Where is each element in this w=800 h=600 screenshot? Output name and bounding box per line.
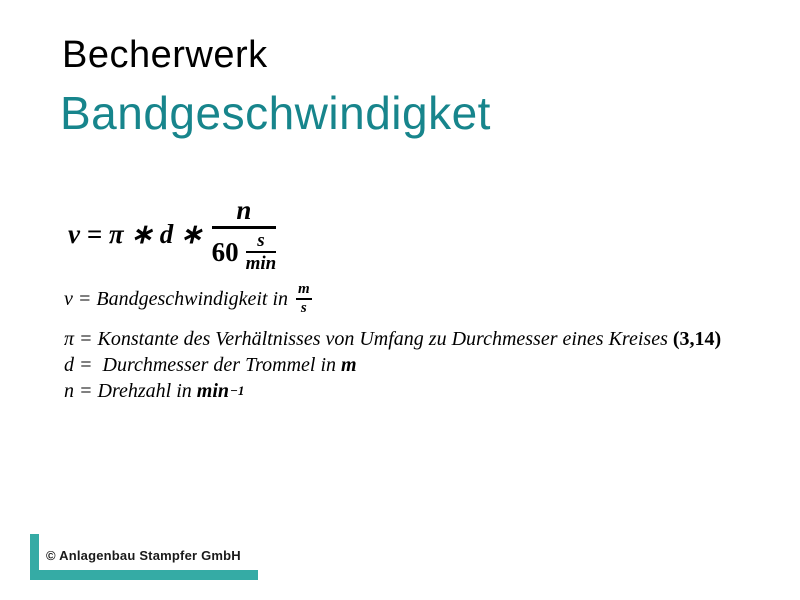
definition-value: (3,14) — [672, 328, 722, 350]
formula-fraction — [212, 196, 277, 273]
footer-accent-bar-horizontal — [30, 570, 258, 580]
unit-denominator: s — [300, 300, 307, 316]
fraction-denominator — [212, 229, 277, 273]
slide-pretitle: Becherwerk — [62, 34, 268, 76]
unit-denominator: min — [245, 253, 277, 275]
unit-fraction-s-per-min — [246, 231, 277, 273]
definition-unit: m — [341, 354, 357, 376]
definition-text: v = Bandgeschwindigkeit in — [64, 288, 289, 310]
definition-line-d — [64, 352, 721, 378]
definition-line-v — [64, 280, 721, 318]
definition-line-pi — [64, 326, 721, 352]
unit-numerator: s — [246, 231, 277, 253]
definition-unit: min — [196, 380, 230, 402]
unit-numerator: m — [296, 282, 312, 300]
unit-fraction-m-per-s — [296, 282, 312, 316]
definition-text: d = Durchmesser der Trommel in — [64, 354, 342, 376]
formula-lhs: v = π ∗ d ∗ — [68, 219, 203, 250]
fraction-numerator: n — [212, 196, 277, 229]
definition-line-n: n = Drehzahl in min −1 — [64, 380, 245, 402]
velocity-formula — [68, 196, 276, 273]
definition-text: n = Drehzahl in — [64, 380, 197, 402]
denominator-coefficient: 60 — [211, 237, 239, 268]
slide-title: Bandgeschwindigket — [60, 87, 491, 139]
definition-text: π = Konstante des Verhältnisses von Umfang zu Durchmesser eines Kreises — [64, 328, 673, 350]
definition-list — [64, 280, 721, 404]
copyright-text: © Anlagenbau Stampfer GmbH — [46, 548, 241, 563]
